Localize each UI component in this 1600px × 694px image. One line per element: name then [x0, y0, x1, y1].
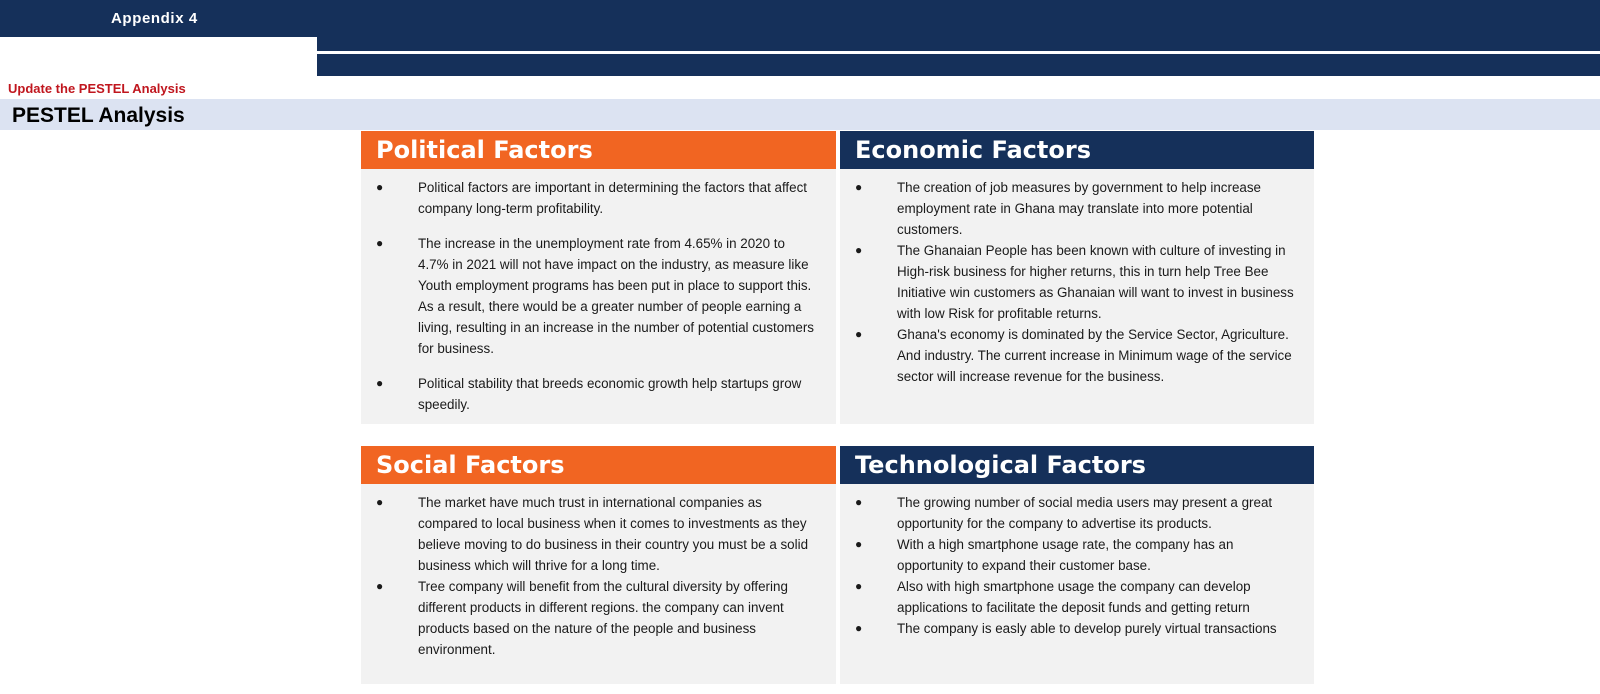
political-factors-card: [361, 131, 836, 424]
bullet-icon: ●: [376, 376, 384, 390]
list-item: ● Political stability that breeds economic growth help startups grow speedily.: [375, 373, 816, 415]
list-item: ● Ghana's economy is dominated by the Service Sector, Agriculture. And industry. The current increase in Minimum wage of the service sector will increase revenue for the business.: [854, 324, 1294, 387]
political-factors-list: [375, 177, 816, 415]
list-item: ● The market have much trust in international companies as compared to local business when it comes to investments as they believe moving to do business in their country you must be a solid business which will thrive for a long time.: [375, 492, 816, 576]
list-item: ● The growing number of social media users may present a great opportunity for the company to advertise its products.: [854, 492, 1294, 534]
bullet-icon: ●: [376, 180, 384, 194]
social-factors-list: [375, 492, 816, 660]
section-title: PESTEL Analysis: [12, 104, 185, 127]
list-item: ● With a high smartphone usage rate, the company has an opportunity to expand their customer base.: [854, 534, 1294, 576]
technological-factors-list: [854, 492, 1294, 639]
social-factors-title: Social Factors: [361, 446, 836, 484]
bullet-icon: ●: [855, 327, 863, 341]
political-factors-title: Political Factors: [361, 131, 836, 169]
bullet-icon: ●: [855, 621, 863, 635]
technological-factors-title: Technological Factors: [840, 446, 1314, 484]
list-item: ● Tree company will benefit from the cultural diversity by offering different products in different regions. the company can invent products based on the nature of the people and business environment.: [375, 576, 816, 660]
bullet-icon: ●: [855, 537, 863, 551]
list-item: ● The increase in the unemployment rate from 4.65% in 2020 to 4.7% in 2021 will not have impact on the industry, as measure like Youth employment programs has been put in place to support this. As a result, there would be a greater number of people earning a living, resulting in an increase in the number of potential customers for business.: [375, 233, 816, 359]
bullet-icon: ●: [376, 495, 384, 509]
technological-factors-card: [840, 446, 1314, 684]
economic-factors-title: Economic Factors: [840, 131, 1314, 169]
economic-factors-card: [840, 131, 1314, 424]
header-accent-bar-lower: [317, 54, 1600, 76]
instruction-text: Update the PESTEL Analysis: [8, 81, 186, 96]
bullet-icon: ●: [855, 579, 863, 593]
appendix-header-bar: [0, 0, 1600, 37]
social-factors-card: [361, 446, 836, 684]
list-item: ● Political factors are important in determining the factors that affect company long-term profitability.: [375, 177, 816, 219]
bullet-icon: ●: [855, 495, 863, 509]
list-item: ● Also with high smartphone usage the company can develop applications to facilitate the deposit funds and getting return: [854, 576, 1294, 618]
list-item: ● The creation of job measures by government to help increase employment rate in Ghana may translate into more potential customers.: [854, 177, 1294, 240]
bullet-icon: ●: [855, 243, 863, 257]
list-item: ● The Ghanaian People has been known with culture of investing in High-risk business for higher returns, this in turn help Tree Bee Initiative win customers as Ghanaian will want to invest in business with low Risk for profitable returns.: [854, 240, 1294, 324]
list-item: ● The company is easly able to develop purely virtual transactions: [854, 618, 1294, 639]
economic-factors-list: [854, 177, 1294, 387]
bullet-icon: ●: [376, 236, 384, 250]
bullet-icon: ●: [376, 579, 384, 593]
appendix-title: Appendix 4: [111, 10, 198, 27]
header-accent-bar-upper: [317, 37, 1600, 51]
bullet-icon: ●: [855, 180, 863, 194]
section-title-bar: [0, 99, 1600, 130]
